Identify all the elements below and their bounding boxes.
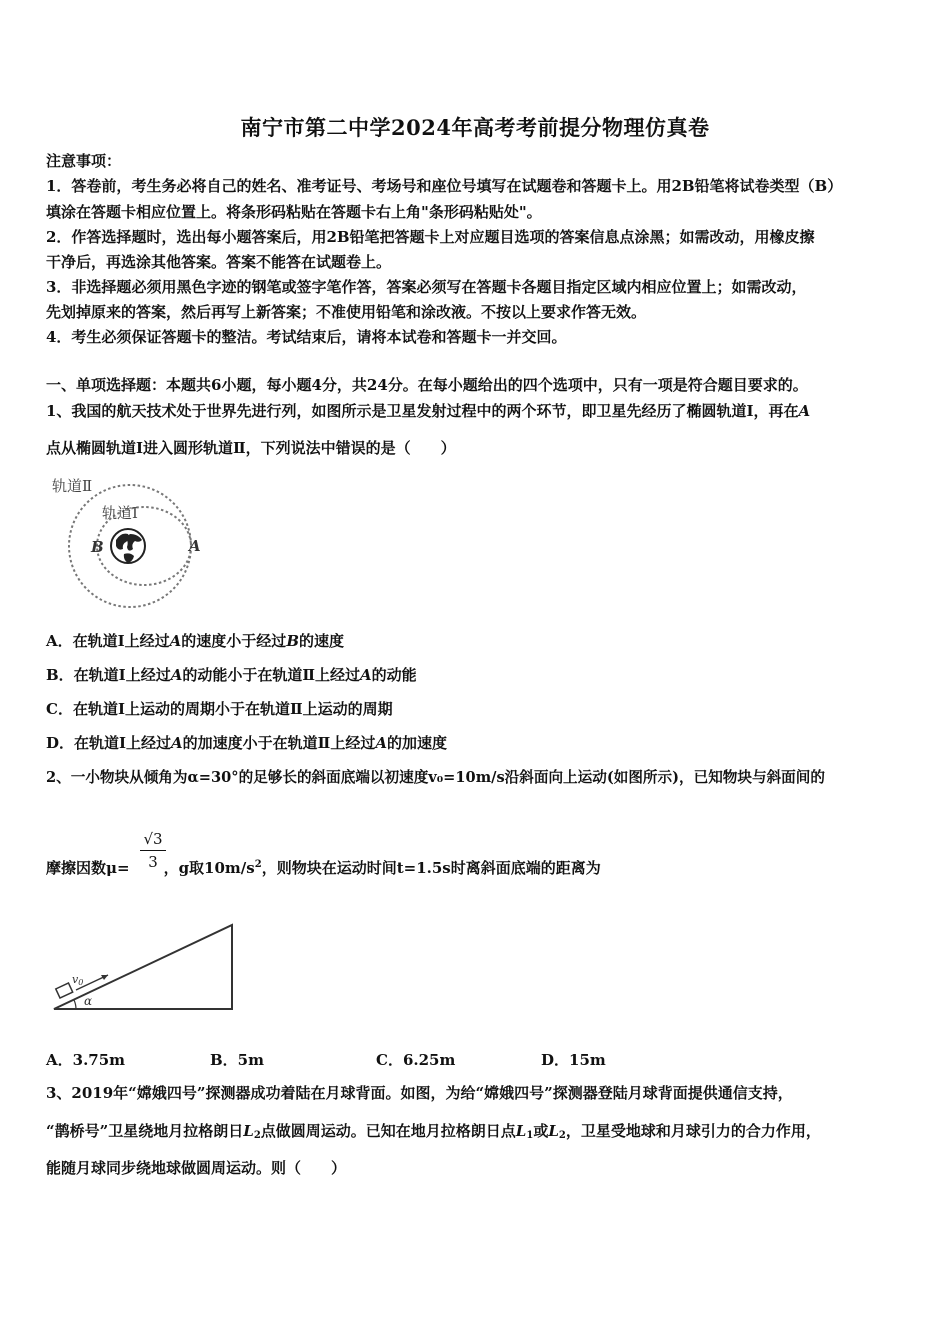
q2-stem-line1: 2、一小物块从倾角为α=30°的足够长的斜面底端以初速度v₀=10m/s沿斜面向上运动(如图所示)，已知物块与斜面间的 xyxy=(46,769,825,786)
q2-option-d: D．15m xyxy=(541,1051,606,1069)
opt-text: 的速度小于经过 xyxy=(181,632,287,650)
q1-option-b xyxy=(46,665,417,685)
q3-text: “鹊桥号”卫星绕地月拉格朗日 xyxy=(46,1122,244,1140)
notice-line: 干净后，再选涂其他答案。答案不能答在试题卷上。 xyxy=(46,253,392,271)
g-text: ，g取10m/s xyxy=(163,859,255,877)
q3-stem-line3: 能随月球同步绕地球做圆周运动。则（ ） xyxy=(46,1159,347,1177)
q3-stem-line2 xyxy=(46,1121,821,1146)
q3-stem-line1: 3、2019年“嫦娥四号”探测器成功着陆在月球背面。如图，为给“嫦娥四号”探测器登陆月球背面提供通信支持， xyxy=(46,1084,793,1102)
incline-figure xyxy=(46,918,241,1016)
notice-line: 4．考生必须保证答题卡的整洁。考试结束后，请将本试卷和答题卡一并交回。 xyxy=(46,328,567,346)
angle-label: α xyxy=(84,994,93,1008)
q1-text: 1、我国的航天技术处于世界先进行列，如图所示是卫星发射过程中的两个环节，即卫星先经历了椭圆轨道Ⅰ，再在 xyxy=(46,402,799,420)
q1-stem-line2: 点从椭圆轨道Ⅰ进入圆形轨道Ⅱ，下列说法中错误的是（ ） xyxy=(46,439,456,457)
angle-arc xyxy=(74,1000,76,1009)
notice-line: 2．作答选择题时，选出每小题答案后，用2B铅笔把答题卡上对应题目选项的答案信息点涂黑；如需改动，用橡皮擦 xyxy=(46,228,815,246)
mu-prefix: 摩擦因数μ= xyxy=(46,859,130,877)
orbit-ii-label: 轨道Ⅱ xyxy=(52,477,93,495)
opt-text: B．在轨道Ⅰ上经过 xyxy=(46,666,171,684)
earth-icon xyxy=(111,529,145,563)
point-a-label: A xyxy=(189,537,201,555)
opt-text: 的加速度 xyxy=(386,734,447,752)
q3-text: 或 xyxy=(533,1122,549,1140)
opt-var: A xyxy=(375,734,387,752)
g-exponent: 2 xyxy=(254,859,262,870)
point-b-label: B xyxy=(91,538,104,556)
q1-option-a xyxy=(46,631,344,651)
q3-text: 点做圆周运动。已知在地月拉格朗日点 xyxy=(260,1122,516,1140)
subscript: 1 xyxy=(526,1130,534,1141)
q3-text: ，卫星受地球和月球引力的合力作用， xyxy=(565,1122,821,1140)
subscript: 2 xyxy=(558,1130,566,1141)
q2-option-b: B．5m xyxy=(210,1051,264,1069)
opt-text: D．在轨道Ⅰ上经过 xyxy=(46,734,172,752)
opt-text: A．在轨道Ⅰ上经过 xyxy=(46,632,170,650)
q1-option-d xyxy=(46,733,447,753)
lagrange-l: L xyxy=(515,1122,527,1140)
q1-option-c: C．在轨道Ⅰ上运动的周期小于在轨道Ⅱ上运动的周期 xyxy=(46,700,393,718)
q2-option-a: A．3.75m xyxy=(46,1051,126,1069)
q2-option-c: C．6.25m xyxy=(376,1051,456,1069)
opt-var: A xyxy=(170,666,183,684)
orbit-figure xyxy=(46,470,216,615)
mu-fraction xyxy=(140,830,166,871)
opt-var: A xyxy=(169,632,182,650)
orbit-i-label: 轨道Ⅰ xyxy=(102,504,138,522)
opt-var: B xyxy=(286,632,299,650)
page-title: 南宁市第二中学2024年高考考前提分物理仿真卷 xyxy=(240,115,710,140)
q1-point-a: A xyxy=(798,402,811,420)
frac-denominator: 3 xyxy=(148,853,158,871)
incline-triangle xyxy=(54,925,232,1009)
q2-stem-line2 xyxy=(46,855,601,878)
notice-line: 3．非选择题必须用黑色字迹的钢笔或签字笔作答，答案必须写在答题卡各题目指定区域内相应位置上；如需改动， xyxy=(46,278,807,296)
opt-var: A xyxy=(360,666,372,684)
notice-line: 1．答卷前，考生务必将自己的姓名、准考证号、考场号和座位号填写在试题卷和答题卡上。用2B铅笔将试卷类型（B） xyxy=(46,177,843,195)
notice-heading: 注意事项： xyxy=(46,152,122,170)
lagrange-l: L xyxy=(548,1122,559,1140)
notice-line: 先划掉原来的答案，然后再写上新答案；不准使用铅笔和涂改液。不按以上要求作答无效。 xyxy=(46,303,647,321)
opt-text: 的动能小于在轨道Ⅱ上经过 xyxy=(182,666,360,684)
frac-numerator: √3 xyxy=(140,830,166,851)
section-heading: 一、单项选择题：本题共6小题，每小题4分，共24分。在每小题给出的四个选项中，只有一项是符合题目要求的。 xyxy=(46,376,808,394)
velocity-label: v0 xyxy=(72,973,84,987)
lagrange-l: L xyxy=(243,1122,254,1140)
block-icon xyxy=(56,983,73,998)
q2-question-text: ，则物块在运动时间t=1.5s时离斜面底端的距离为 xyxy=(261,859,601,877)
subscript: 2 xyxy=(253,1130,261,1141)
opt-text: 的动能 xyxy=(371,666,417,684)
notice-line: 填涂在答题卡相应位置上。将条形码粘贴在答题卡右上角"条形码粘贴处"。 xyxy=(46,203,542,221)
q1-stem-line1 xyxy=(46,401,810,421)
opt-text: 的速度 xyxy=(299,632,345,650)
opt-var: A xyxy=(171,734,183,752)
opt-text: 的加速度小于在轨道Ⅱ上经过 xyxy=(182,734,376,752)
